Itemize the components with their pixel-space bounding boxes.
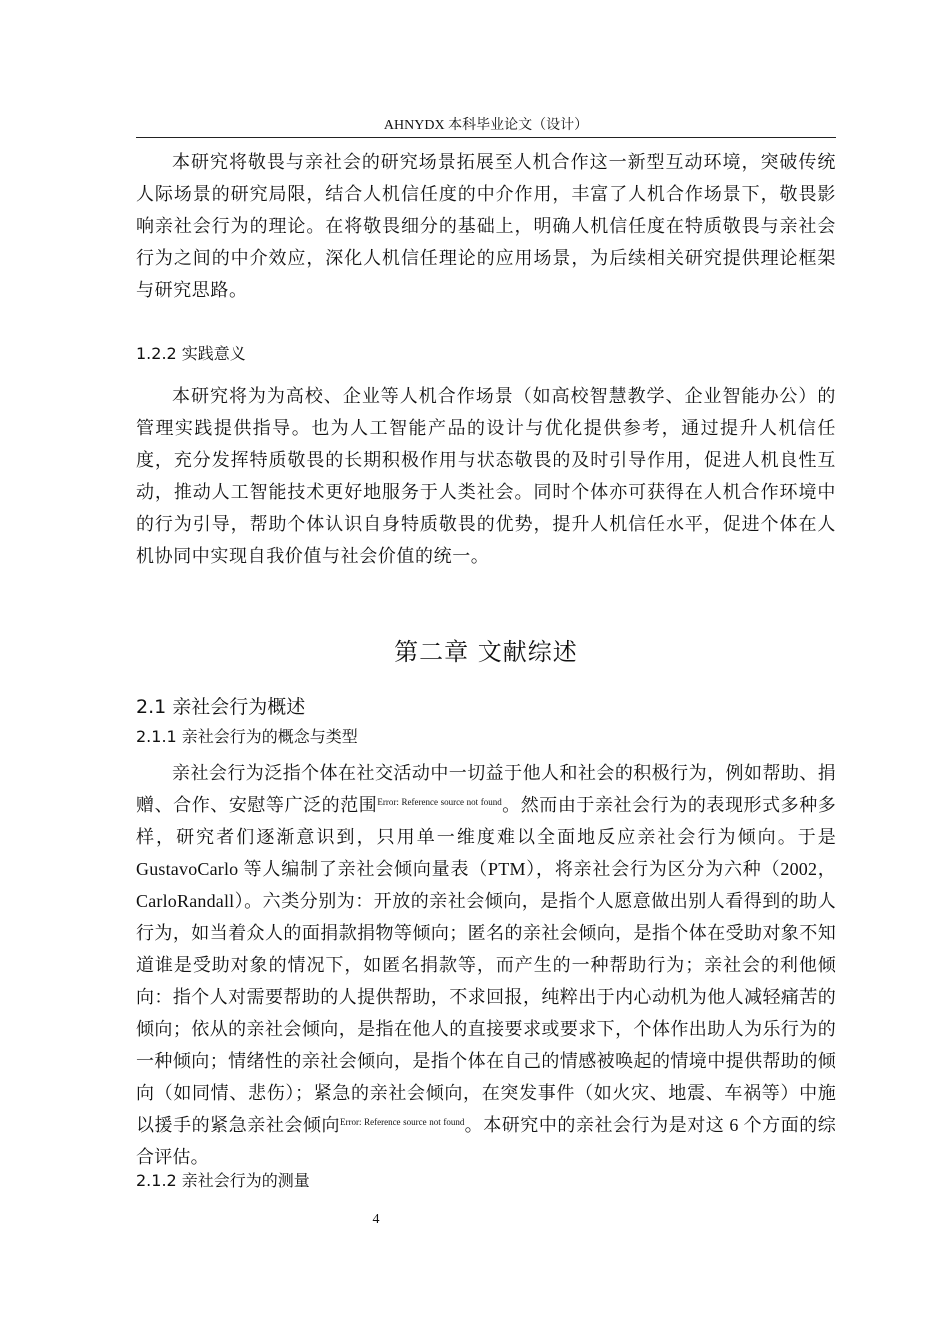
running-header: AHNYDX 本科毕业论文（设计） xyxy=(383,118,589,133)
header-rule xyxy=(136,137,836,138)
section-heading-2-1-1: 2.1.1 亲社会行为的概念与类型 xyxy=(136,727,358,746)
reference-error-note: Error: Reference source not found xyxy=(377,797,502,807)
section-heading-2-1-2: 2.1.2 亲社会行为的测量 xyxy=(136,1171,310,1190)
practical-significance-paragraph: 本研究将为为高校、企业等人机合作场景（如高校智慧教学、企业智能办公）的管理实践提供指导。也为人工智能产品的设计与优化提供参考，通过提升人机信任度，充分发挥特质敬畏的长期积极作用与状态敬畏的及时引导作用，促进人机良性互动，推动人工智能技术更好地服务于人类社会。同时个体亦可获得在人机合作环境中的行为引导，帮助个体认识自身特质敬畏的优势，提升人机信任水平，促进个体在人机协同中实现自我价值与社会价值的统一。 xyxy=(136,386,836,566)
paragraph-text-part-2: 。然而由于亲社会行为的表现形式多种多样，研究者们逐渐意识到，只用单一维度难以全面地反应亲社会行为倾向。于是 GustavoCarlo 等人编制了亲社会倾向量表（PTM），将亲社会行为区分为六种（2002，CarloRandall）。六类分别为：开放的亲社会倾向，是指个人愿意做出别人看得到的助人行为，如当着众人的面捐款捐物等倾向；匿名的亲社会倾向，是指个体在受助对象不知道谁是受助对象的情况下，如匿名捐款等，而产生的一种帮助行为；亲社会的利他倾向：指个人对需要帮助的人提供帮助，不求回报，纯粹出于内心动机为他人减轻痛苦的倾向；依从的亲社会倾向，是指在他人的直接要求或要求下，个体作出助人为乐行为的一种倾向；情绪性的亲社会倾向，是指个体在自己的情感被唤起的情境中提供帮助的倾向（如同情、悲伤）；紧急的亲社会倾向，在突发事件（如火灾、地震、车祸等）中施以援手的紧急亲社会倾向 xyxy=(136,795,836,1135)
reference-error-note: Error: Reference source not found xyxy=(340,1117,465,1127)
prosocial-definition-paragraph xyxy=(136,757,836,1173)
paragraph-text-part-3: 。本研究中的亲社会行为是对这 6 个方面的综合评估。 xyxy=(136,1115,836,1167)
section-heading-2-1: 2.1 亲社会行为概述 xyxy=(136,696,306,718)
chapter-title: 第二章 文献综述 xyxy=(394,638,578,666)
section-heading-1-2-2: 1.2.2 实践意义 xyxy=(136,344,246,363)
theoretical-significance-paragraph: 本研究将敬畏与亲社会的研究场景拓展至人机合作这一新型互动环境，突破传统人际场景的研究局限，结合人机信任度的中介作用，丰富了人机合作场景下，敬畏影响亲社会行为的理论。在将敬畏细分的基础上，明确人机信任度在特质敬畏与亲社会行为之间的中介效应，深化人机信任理论的应用场景，为后续相关研究提供理论框架与研究思路。 xyxy=(136,152,836,300)
page-number: 4 xyxy=(372,1212,380,1227)
paragraph-text-part-1: 亲社会行为泛指个体在社交活动中一切益于他人和社会的积极行为，例如帮助、捐赠、合作、安慰等广泛的范围 xyxy=(136,763,836,815)
